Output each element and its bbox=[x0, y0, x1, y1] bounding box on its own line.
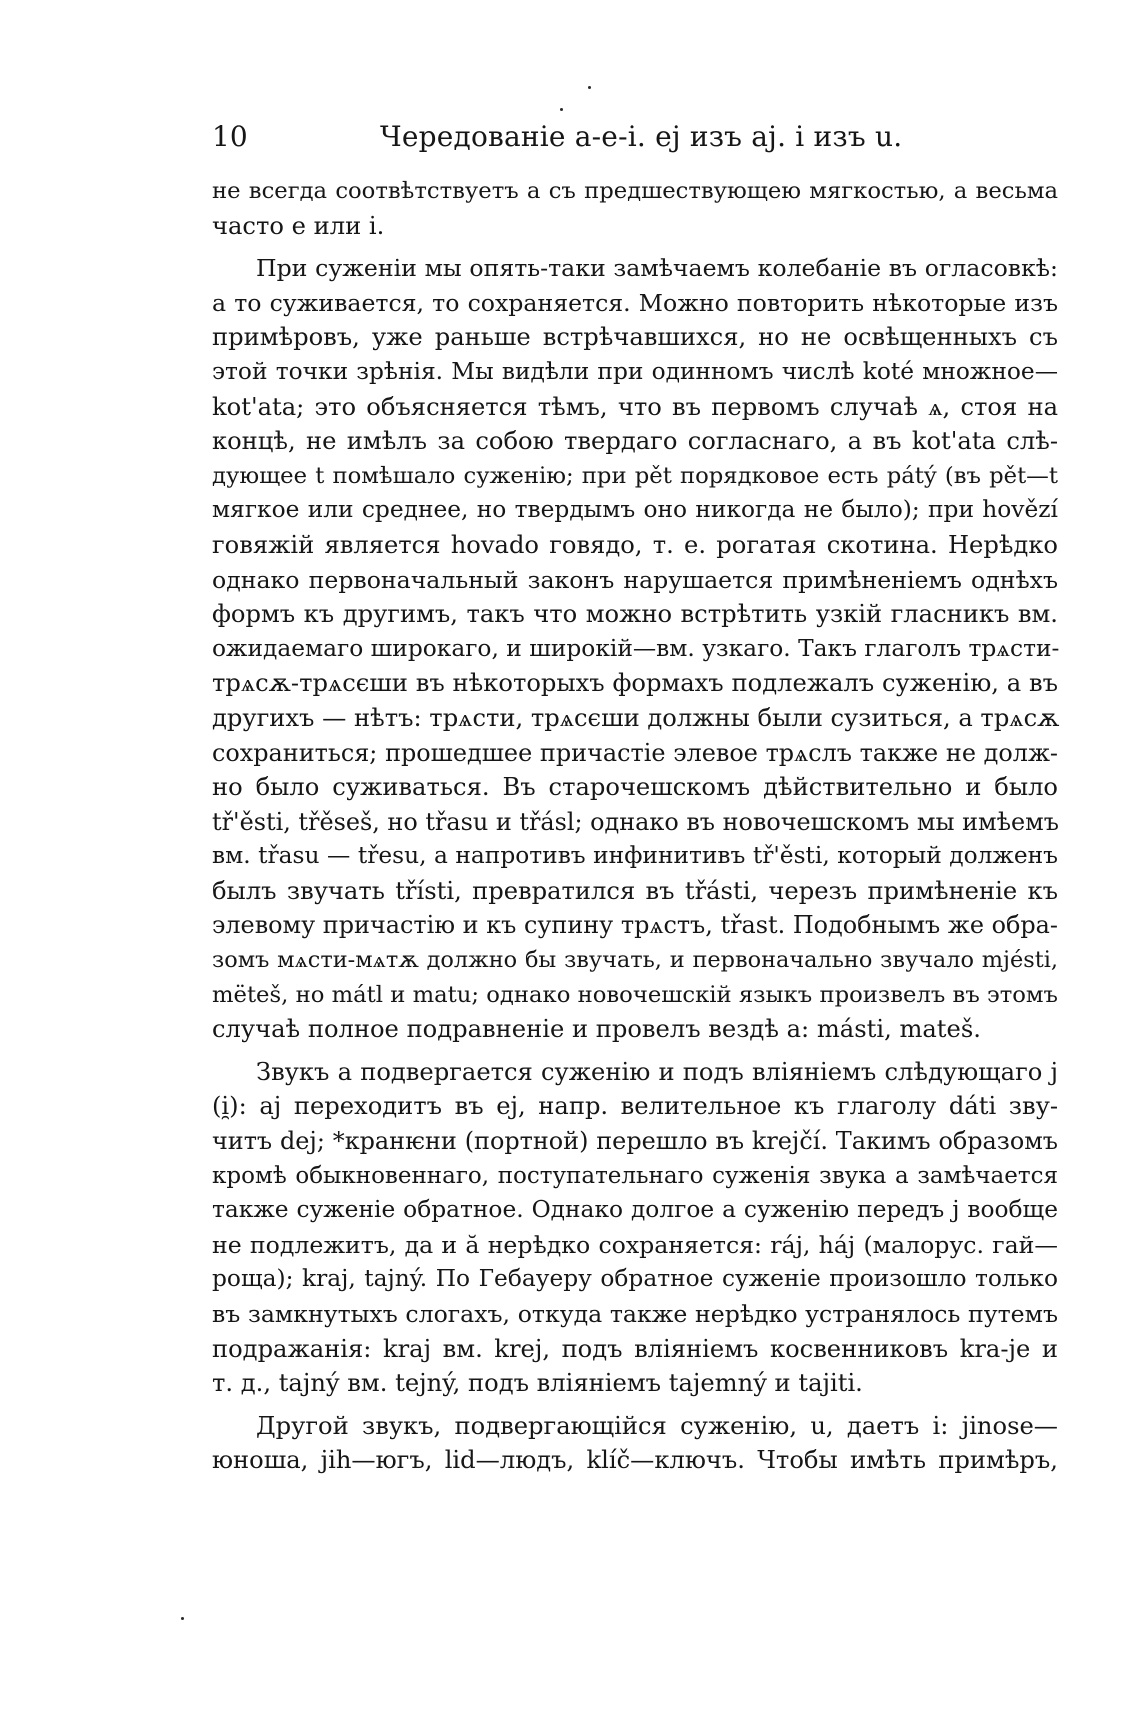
running-head: Чередованіе а-е-і. ej изъ aj. і изъ u. bbox=[380, 120, 903, 153]
text-line: примѣровъ, уже раньше встрѣчавшихся, но не освѣщенныхъ съ bbox=[212, 323, 1058, 352]
text-line: При суженіи мы опять-таки замѣчаемъ колебаніе въ огласовкѣ: bbox=[256, 254, 1058, 283]
text-line: kot'ata; это объясняется тѣмъ, что въ первомъ случаѣ ѧ, стоя на bbox=[212, 392, 1058, 421]
text-line: формъ къ другимъ, такъ что можно встрѣтить узкій гласникъ вм. bbox=[212, 600, 1058, 629]
text-line: этой точки зрѣнія. Мы видѣли при одинномъ числѣ koté множное— bbox=[212, 357, 1058, 385]
text-line: дующее t помѣшало суженію; при pět порядковое есть pátý (въ pět—t bbox=[212, 462, 1058, 489]
text-line: Звукъ a подвергается суженію и подъ вліяніемъ слѣдующаго j bbox=[256, 1057, 1058, 1086]
text-line: но было суживаться. Въ старочешскомъ дѣйствительно и было bbox=[212, 773, 1058, 802]
text-line: однако первоначальный законъ нарушается примѣненіемъ однѣхъ bbox=[212, 565, 1058, 594]
text-line: зомъ мѧсти-мѧтѫ должно бы звучать, и первоначально звучало mjésti, bbox=[212, 947, 1058, 974]
paragraph-gap bbox=[212, 243, 1058, 251]
text-line: сохраниться; прошедшее причастіе элевое трѧслъ также не долж- bbox=[212, 738, 1058, 767]
text-line: случаѣ полное подравненіе и провелъ вездѣ a: másti, mateš. bbox=[212, 1015, 981, 1044]
text-line: кромѣ обыкновеннаго, поступательнаго суженія звука a замѣчается bbox=[212, 1162, 1058, 1189]
text-line: другихъ — нѣтъ: трѧсти, трѧсєши должны были сузиться, а трѧсѫ bbox=[212, 703, 1060, 732]
text-line: элевому причастію и къ супину трѧстъ, třast. Подобнымъ же обра- bbox=[212, 911, 1058, 940]
text-line: читъ dej; *кранѥни (портной) перешло въ krejčí. Такимъ образомъ bbox=[212, 1127, 1058, 1156]
text-line: также суженіе обратное. Однако долгое a суженію передъ j вообще bbox=[212, 1196, 1058, 1224]
text-line: a то суживается, то сохраняется. Можно повторить нѣкоторые изъ bbox=[212, 288, 1058, 317]
text-line: трѧсѫ-трѧсєши въ нѣкоторыхъ формахъ подлежалъ суженію, а въ bbox=[212, 669, 1058, 698]
text-line: юноша, jih—югъ, lid—людъ, klíč—ключъ. Чтобы имѣть примѣръ, bbox=[212, 1446, 1058, 1475]
text-line: мягкое или среднее, но твердымъ оно никогда не было); при hovězí bbox=[212, 496, 1058, 524]
text-line: часто e или i. bbox=[212, 211, 385, 240]
text-line: былъ звучать třísti, превратился въ třásti, черезъ примѣненіе къ bbox=[212, 876, 1058, 905]
paragraph-gap bbox=[212, 1401, 1058, 1409]
page-header bbox=[212, 117, 1042, 157]
text-line: не подлежитъ, да и ă нерѣдко сохраняется: ráj, háj (малорус. гай— bbox=[212, 1230, 1058, 1259]
body-text bbox=[212, 174, 1058, 1478]
text-line: (i̯): aj переходитъ въ ej, напр. велительное къ глаголу dáti зву- bbox=[212, 1092, 1058, 1121]
text-line: mëteš, но mátl и matu; однако новочешскій языкъ произвелъ въ этомъ bbox=[212, 981, 1058, 1008]
text-line: Другой звукъ, подвергающійся суженію, u, даетъ i: jinose— bbox=[256, 1411, 1058, 1440]
print-speck bbox=[588, 86, 591, 89]
text-line: говяжій является hovado говядо, т. е. рогатая скотина. Нерѣдко bbox=[212, 530, 1058, 559]
print-speck bbox=[181, 1617, 184, 1620]
text-line: tř'ěsti, třěseš, но třasu и třásl; однако въ новочешскомъ мы имѣемъ bbox=[212, 807, 1059, 836]
paragraph-gap bbox=[212, 1047, 1058, 1055]
text-line: вм. třasu — třesu, а напротивъ инфинитивъ tř'ěsti, который долженъ bbox=[212, 842, 1058, 870]
text-line: подражанія: kraj вм. krej, подъ вліяніемъ косвенниковъ kra-je и bbox=[212, 1334, 1058, 1363]
text-line: ожидаемаго широкаго, и широкій—вм. узкаго. Такъ глаголъ трѧсти- bbox=[212, 634, 1060, 662]
print-speck bbox=[560, 108, 563, 111]
text-line: т. д., tajný вм. tejný, подъ вліяніемъ tajemný и tajiti. bbox=[212, 1369, 863, 1398]
text-line: роща); kraj, tajný. По Гебауеру обратное суженіе произошло только bbox=[212, 1265, 1058, 1293]
text-line: концѣ, не имѣлъ за собою твердаго согласнаго, а въ kot'ata слѣ- bbox=[212, 427, 1058, 456]
text-line: въ замкнутыхъ слогахъ, откуда также нерѣдко устранялось путемъ bbox=[212, 1300, 1058, 1328]
text-line: не всегда соотвѣтствуетъ a съ предшествующею мягкостью, а весьма bbox=[212, 178, 1058, 204]
page-number: 10 bbox=[212, 120, 248, 153]
